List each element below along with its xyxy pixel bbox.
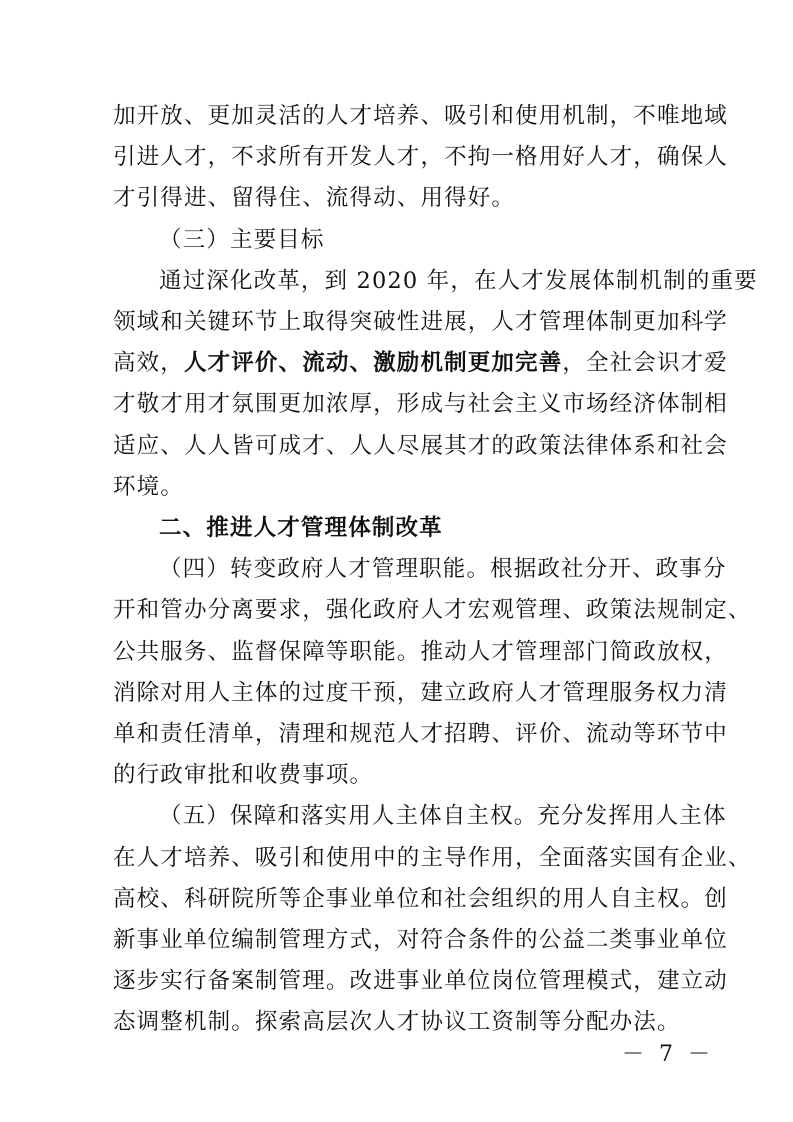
line-text-before: 高效， <box>113 350 184 377</box>
body-line: 的行政审批和收费事项。 <box>113 762 374 789</box>
section-heading: 二、推进人才管理体制改革 <box>159 515 443 541</box>
body-line: 环境。 <box>113 473 184 500</box>
body-line: 高校、科研院所等企事业单位和社会组织的用人自主权。创 <box>113 885 728 912</box>
body-line: 公共服务、监督保障等职能。推动人才管理部门简政放权， <box>113 638 728 665</box>
line-text-after: ，全社会识才爱 <box>562 350 728 377</box>
body-line: （四）转变政府人才管理职能。根据政社分开、政事分 <box>159 556 727 583</box>
body-line: （五）保障和落实用人主体自主权。充分发挥用人主体 <box>159 803 727 830</box>
body-line: 才敬才用才氛围更加浓厚，形成与社会主义市场经济体制相 <box>113 391 728 418</box>
section-subheading-goals: （三）主要目标 <box>159 226 325 253</box>
body-line: 逐步实行备案制管理。改进事业单位岗位管理模式，建立动 <box>113 968 728 995</box>
body-line: 领域和关键环节上取得突破性进展，人才管理体制更加科学 <box>113 309 728 335</box>
body-line-with-emphasis <box>113 345 728 381</box>
body-line: 态调整机制。探索高层次人才协议工资制等分配办法。 <box>113 1009 681 1036</box>
body-line: 单和责任清单，清理和规范人才招聘、评价、流动等环节中 <box>113 721 728 747</box>
body-line: 在人才培养、吸引和使用中的主导作用，全面落实国有企业、 <box>113 844 752 871</box>
body-line: 消除对用人主体的过度干预，建立政府人才管理服务权力清 <box>113 679 728 706</box>
body-line: 开和管办分离要求，强化政府人才宏观管理、政策法规制定、 <box>113 597 752 624</box>
body-line: 新事业单位编制管理方式，对符合条件的公益二类事业单位 <box>113 927 728 953</box>
body-line: 才引得进、留得住、流得动、用得好。 <box>113 185 516 212</box>
emphasized-text: 人才评价、流动、激励机制更加完善 <box>183 350 563 377</box>
body-line: 引进人才，不求所有开发人才，不拘一格用好人才，确保人 <box>113 144 728 171</box>
body-line: 加开放、更加灵活的人才培养、吸引和使用机制，不唯地域 <box>113 103 728 129</box>
page-number: － 7 － <box>622 1042 714 1067</box>
body-line: 适应、人人皆可成才、人人尽展其才的政策法律体系和社会 <box>113 432 728 459</box>
body-line: 通过深化改革，到 2020 年，在人才发展体制机制的重要 <box>159 267 758 294</box>
